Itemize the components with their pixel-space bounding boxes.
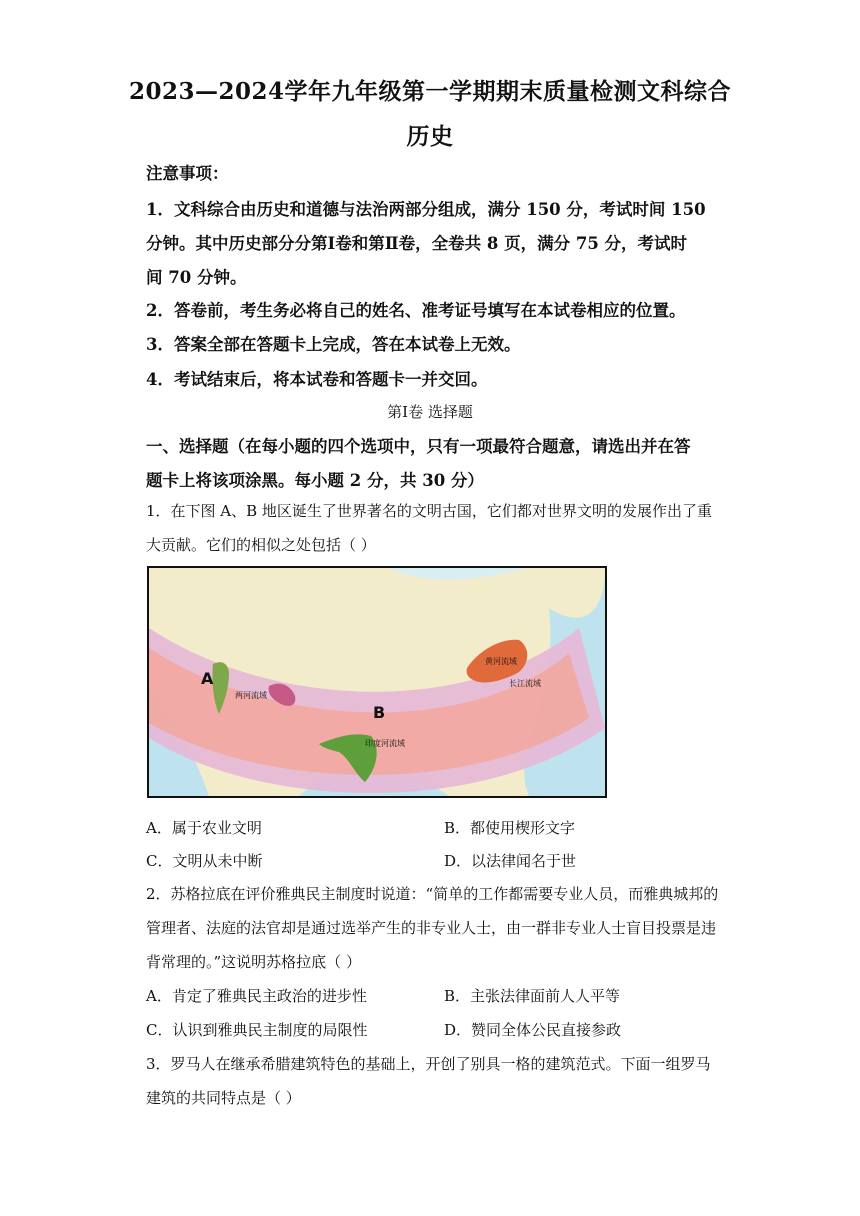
question-1-option-c[interactable]: C．文明从未中断 xyxy=(146,852,263,870)
volume-heading: 第Ⅰ卷 选择题 xyxy=(387,403,473,421)
map-label-yellow-river: 黄河流域 xyxy=(485,657,517,666)
section-instruction-line-2: 题卡上将该项涂黑。每小题 2 分，共 30 分） xyxy=(146,471,484,490)
exam-title: 2023—2024学年九年级第一学期期末质量检测文科综合 xyxy=(128,78,732,105)
question-1-option-a[interactable]: A．属于农业文明 xyxy=(146,819,262,837)
exam-subject: 历史 xyxy=(406,123,454,150)
question-3-stem-line-1: 3．罗马人在继承希腊建筑特色的基础上，开创了别具一格的建筑范式。下面一组罗马 xyxy=(146,1055,711,1073)
notice-item-4: 4．考试结束后，将本试卷和答题卡一并交回。 xyxy=(146,370,488,389)
section-instruction-line-1: 一、选择题（在每小题的四个选项中，只有一项最符合题意，请选出并在答 xyxy=(146,437,691,456)
civilizations-map xyxy=(147,566,607,798)
question-2-stem-line-3: 背常理的。”这说明苏格拉底（ ） xyxy=(146,953,361,971)
notice-item-1-line-1: 1．文科综合由历史和道德与法治两部分组成，满分 150 分，考试时间 150 xyxy=(146,200,706,219)
question-1-stem-line-1: 1．在下图 A、B 地区诞生了世界著名的文明古国，它们都对世界文明的发展作出了重 xyxy=(146,502,712,520)
notice-heading: 注意事项： xyxy=(146,164,229,183)
question-2-option-a[interactable]: A．肯定了雅典民主政治的进步性 xyxy=(146,987,367,1005)
question-1-stem-line-2: 大贡献。它们的相似之处包括（ ） xyxy=(146,536,376,554)
question-3-stem-line-2: 建筑的共同特点是（ ） xyxy=(146,1089,301,1107)
map-label-a: A xyxy=(201,669,214,688)
question-2-stem-line-2: 管理者、法庭的法官却是通过选举产生的非专业人士，由一群非专业人士盲目投票是违 xyxy=(146,919,717,937)
question-1-option-b[interactable]: B．都使用楔形文字 xyxy=(444,819,576,837)
notice-item-2: 2．答卷前，考生务必将自己的姓名、准考证号填写在本试卷相应的位置。 xyxy=(146,301,686,320)
question-2-stem-line-1: 2．苏格拉底在评价雅典民主制度时说道：“简单的工作都需要专业人员，而雅典城邦的 xyxy=(146,885,719,903)
map-label-yangtze: 长江流域 xyxy=(509,679,541,688)
map-label-b: B xyxy=(373,703,386,722)
notice-item-1-line-2: 分钟。其中历史部分分第Ⅰ卷和第Ⅱ卷，全卷共 8 页，满分 75 分，考试时 xyxy=(146,234,688,253)
notice-item-1-line-3: 间 70 分钟。 xyxy=(146,268,247,287)
map-label-two-rivers: 两河流域 xyxy=(235,691,267,700)
question-2-option-d[interactable]: D．赞同全体公民直接参政 xyxy=(444,1021,622,1039)
question-2-option-c[interactable]: C．认识到雅典民主制度的局限性 xyxy=(146,1021,368,1039)
map-label-indus: 印度河流域 xyxy=(365,739,405,748)
question-2-option-b[interactable]: B．主张法律面前人人平等 xyxy=(444,987,621,1005)
question-1-option-d[interactable]: D．以法律闻名于世 xyxy=(444,852,577,870)
notice-item-3: 3．答案全部在答题卡上完成，答在本试卷上无效。 xyxy=(146,335,521,354)
